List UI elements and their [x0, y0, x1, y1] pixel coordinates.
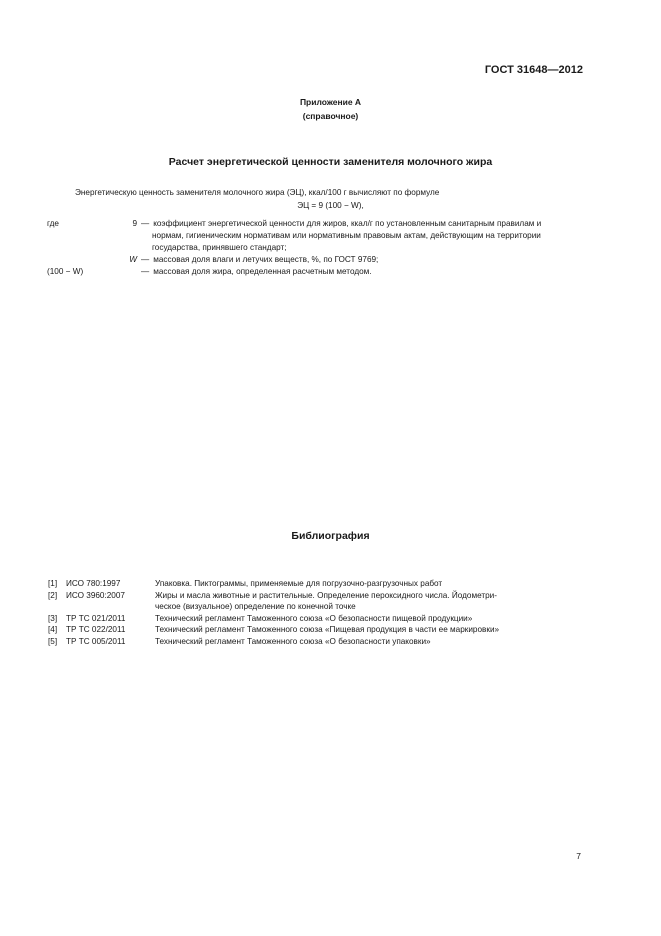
definition-line: государства, принявшего стандарт; — [152, 243, 287, 252]
appendix-status: (справочное) — [302, 111, 359, 121]
definition-text — [153, 218, 587, 230]
bibliography-item — [48, 590, 583, 613]
bibliography-title: Библиография — [291, 530, 370, 542]
definition-symbol: 9 — [132, 219, 137, 228]
bib-number: [5] — [48, 636, 58, 646]
bib-line: Технический регламент Таможенного союза «О безопасности пищевой продукции» — [155, 613, 473, 623]
definition-line: коэффициент энергетической ценности для жиров, ккал/г по установленным санитарным правилам и — [153, 219, 542, 228]
definition-text — [153, 266, 587, 278]
bib-code: ТР ТС 005/2011 — [66, 636, 126, 646]
standard-number: ГОСТ 31648—2012 — [484, 64, 583, 76]
bib-title — [155, 636, 583, 648]
definition-dash: — — [141, 267, 150, 276]
bibliography-item — [48, 624, 583, 636]
definition-row — [47, 254, 587, 266]
bib-code: ТР ТС 021/2011 — [66, 613, 126, 623]
appendix-label: Приложение А — [299, 97, 362, 107]
definition-line: массовая доля жира, определенная расчетным методом. — [153, 267, 372, 276]
bibliography-item — [48, 578, 583, 590]
bibliography-item — [48, 636, 583, 648]
bib-code: ИСО 3960:2007 — [66, 590, 125, 600]
bib-number: [4] — [48, 625, 58, 634]
bib-line: ческое (визуальное) определение по конечной точке — [155, 602, 356, 611]
bib-title — [155, 624, 583, 636]
definition-symbol: (100 − W) — [47, 267, 84, 276]
definitions-list — [47, 218, 587, 278]
definition-dash: — — [141, 255, 150, 264]
bib-number: [1] — [48, 579, 58, 588]
appendix-title: Расчет энергетической ценности заменителя молочного жира — [168, 156, 493, 168]
definition-row — [47, 266, 587, 278]
intro-text: Энергетическую ценность заменителя молочного жира (ЭЦ), ккал/100 г вычисляют по формуле — [75, 188, 440, 197]
bib-line: Упаковка. Пиктограммы, применяемые для погрузочно-разгрузочных работ — [155, 579, 443, 588]
bibliography-list — [48, 578, 583, 647]
bib-line: Технический регламент Таможенного союза «О безопасности упаковки» — [155, 636, 431, 646]
bib-number: [3] — [48, 613, 58, 623]
bib-title — [155, 590, 583, 613]
definition-line: нормам, гигиеническим нормативам или нормативным правовым актам, действующим на территории — [152, 231, 541, 240]
where-label: где — [47, 219, 59, 228]
bibliography-item — [48, 613, 583, 625]
bib-line: Технический регламент Таможенного союза «Пищевая продукция в части ее маркировки» — [155, 625, 500, 634]
bib-code: ТР ТС 022/2011 — [66, 625, 126, 634]
definition-dash: — — [141, 219, 150, 228]
bib-line: Жиры и масла животные и растительные. Определение пероксидного числа. Йодометри- — [155, 590, 497, 600]
definition-text — [153, 254, 587, 266]
appendix-heading — [0, 95, 661, 123]
bib-code: ИСО 780:1997 — [66, 579, 121, 588]
definition-text — [152, 230, 587, 254]
formula: ЭЦ = 9 (100 − W), — [297, 201, 364, 210]
page-number: 7 — [576, 851, 581, 861]
definition-line: массовая доля влаги и летучих веществ, %, по ГОСТ 9769; — [153, 255, 379, 264]
definition-row — [47, 218, 587, 230]
bib-number: [2] — [48, 590, 58, 600]
definition-symbol: W — [129, 255, 137, 264]
bib-title — [155, 613, 583, 625]
definition-continuation — [47, 230, 587, 254]
bib-title — [155, 578, 583, 590]
